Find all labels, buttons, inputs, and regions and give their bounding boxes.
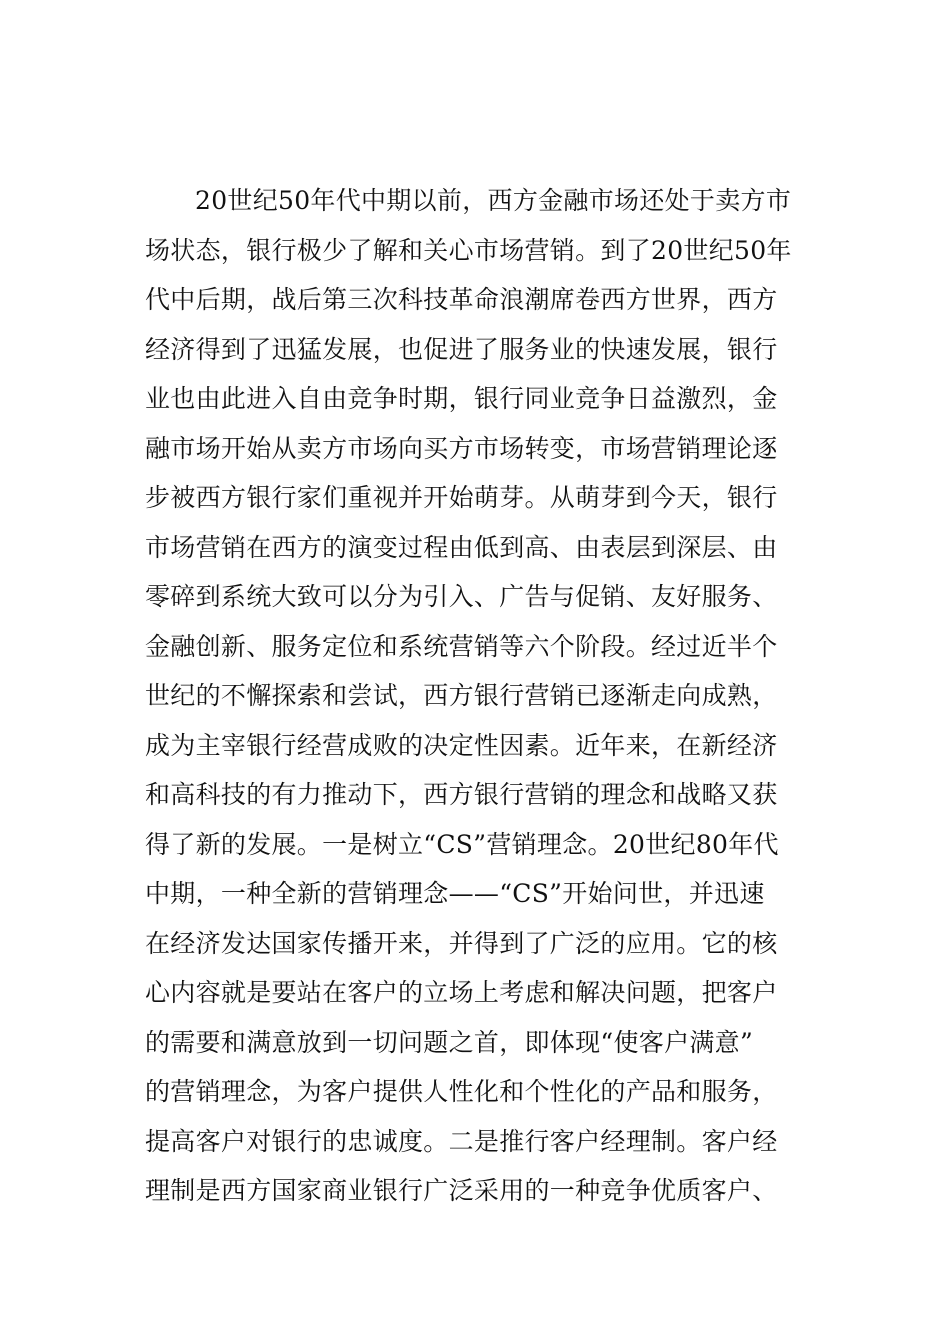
paragraph-line: 的需要和满意放到一切问题之首，即体现“使客户满意” — [145, 1027, 754, 1057]
paragraph-line: 步被西方银行家们重视并开始萌芽。从萌芽到今天，银行 — [145, 483, 778, 512]
paragraph-line: 成为主宰银行经营成败的决定性因素。近年来，在新经济 — [145, 730, 778, 760]
paragraph-line: 金融创新、服务定位和系统营销等六个阶段。经过近半个 — [145, 631, 778, 661]
paragraph-line: 理制是西方国家商业银行广泛采用的一种竞争优质客户、 — [145, 1176, 778, 1205]
paragraph-line: 的营销理念，为客户提供人性化和个性化的产品和服务， — [145, 1077, 778, 1106]
paragraph-line: 经济得到了迅猛发展，也促进了服务业的快速发展，银行 — [145, 334, 778, 364]
paragraph-line: 中期，一种全新的营销理念——“CS”开始问世，并迅速 — [145, 879, 765, 908]
paragraph-line: 心内容就是要站在客户的立场上考虑和解决问题，把客户 — [145, 978, 778, 1007]
body-paragraph — [145, 176, 825, 1216]
paragraph-line: 得了新的发展。一是树立“CS”营销理念。20世纪80年代 — [145, 829, 779, 859]
paragraph-line: 在经济发达国家传播开来，并得到了广泛的应用。它的核 — [145, 928, 778, 958]
paragraph-line: 零碎到系统大致可以分为引入、广告与促销、友好服务、 — [145, 582, 778, 611]
paragraph-line: 市场营销在西方的演变过程由低到高、由表层到深层、由 — [145, 532, 778, 562]
paragraph-line: 业也由此进入自由竞争时期，银行同业竞争日益激烈，金 — [145, 384, 778, 413]
paragraph-line: 提高客户对银行的忠诚度。二是推行客户经理制。客户经 — [145, 1126, 778, 1156]
paragraph-line: 和高科技的有力推动下，西方银行营销的理念和战略又获 — [145, 780, 778, 809]
paragraph-line: 世纪的不懈探索和尝试，西方银行营销已逐渐走向成熟， — [145, 681, 778, 710]
paragraph-line: 代中后期，战后第三次科技革命浪潮席卷西方世界，西方 — [145, 285, 778, 314]
paragraph-line: 融市场开始从卖方市场向买方市场转变，市场营销理论逐 — [145, 433, 778, 463]
paragraph-line: 场状态，银行极少了解和关心市场营销。到了20世纪50年 — [145, 235, 792, 265]
paragraph-line: 20世纪50年代中期以前，西方金融市场还处于卖方市 — [195, 186, 792, 215]
